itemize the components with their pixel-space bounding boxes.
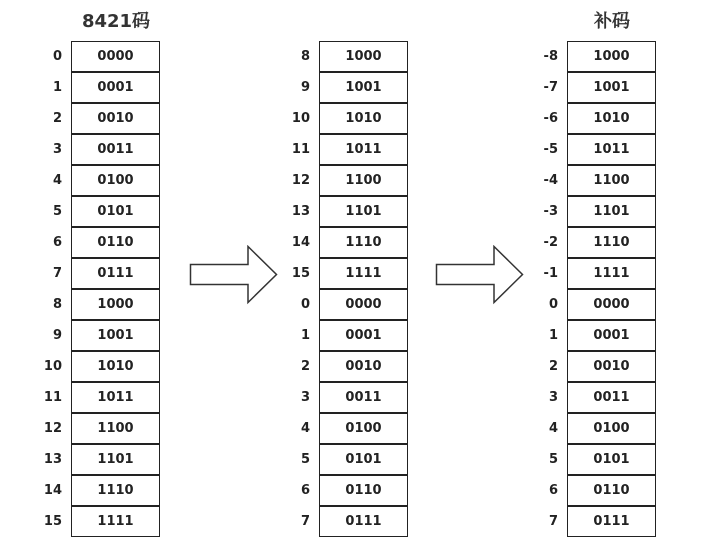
row-index: 12 — [291, 173, 310, 188]
code-cell: 0010 — [71, 103, 160, 134]
code-cell: 0010 — [319, 351, 408, 382]
code-cell: 0111 — [71, 258, 160, 289]
table-row — [524, 351, 706, 382]
table-row — [276, 475, 476, 506]
code-cell: 1001 — [567, 72, 656, 103]
row-index: -6 — [543, 111, 558, 126]
code-cell: 1000 — [567, 41, 656, 72]
row-index: -3 — [543, 204, 558, 219]
code-cell: 0001 — [319, 320, 408, 351]
code-cell: 1111 — [567, 258, 656, 289]
code-cell: 0100 — [567, 413, 656, 444]
code-cell: 0100 — [71, 165, 160, 196]
row-index: 13 — [291, 204, 310, 219]
code-cell: 1011 — [71, 382, 160, 413]
row-index: 12 — [43, 421, 62, 436]
table-row — [276, 506, 476, 537]
table-row — [276, 134, 476, 165]
table-row — [524, 103, 706, 134]
row-index: 11 — [291, 142, 310, 157]
row-index: 15 — [291, 266, 310, 281]
code-cell: 0000 — [71, 41, 160, 72]
table-row — [524, 289, 706, 320]
row-index: 7 — [548, 514, 558, 529]
code-cell: 1011 — [319, 134, 408, 165]
row-index: 3 — [548, 390, 558, 405]
table-row — [524, 413, 706, 444]
row-index: 5 — [52, 204, 62, 219]
table-row — [524, 444, 706, 475]
row-index: 7 — [52, 266, 62, 281]
code-cell: 0100 — [319, 413, 408, 444]
row-index: 15 — [43, 514, 62, 529]
row-index: -7 — [543, 80, 558, 95]
table-row — [276, 413, 476, 444]
code-cell: 1010 — [71, 351, 160, 382]
code-cell: 0001 — [567, 320, 656, 351]
table-row — [276, 444, 476, 475]
code-cell: 0111 — [319, 506, 408, 537]
row-index: 14 — [43, 483, 62, 498]
code-cell: 1010 — [567, 103, 656, 134]
table-row — [524, 506, 706, 537]
table-row — [28, 506, 228, 537]
row-index: 4 — [548, 421, 558, 436]
code-cell: 1111 — [319, 258, 408, 289]
row-index: -5 — [543, 142, 558, 157]
code-cell: 1100 — [319, 165, 408, 196]
code-cell: 1110 — [71, 475, 160, 506]
row-index: 11 — [43, 390, 62, 405]
code-cell: 1001 — [71, 320, 160, 351]
code-cell: 0001 — [71, 72, 160, 103]
code-cell: 1111 — [71, 506, 160, 537]
code-cell: 1011 — [567, 134, 656, 165]
row-index: 4 — [300, 421, 310, 436]
row-index: 2 — [548, 359, 558, 374]
table-row — [28, 72, 228, 103]
row-index: 13 — [43, 452, 62, 467]
table-row — [276, 103, 476, 134]
row-index: 5 — [300, 452, 310, 467]
table-row — [276, 382, 476, 413]
row-index: 8 — [52, 297, 62, 312]
code-cell: 1101 — [319, 196, 408, 227]
row-index: 9 — [52, 328, 62, 343]
right-arrow-icon — [435, 245, 525, 305]
code-cell: 0011 — [71, 134, 160, 165]
table-row — [524, 41, 706, 72]
code-cell: 1100 — [71, 413, 160, 444]
row-index: 5 — [548, 452, 558, 467]
row-index: 10 — [291, 111, 310, 126]
table-row — [524, 475, 706, 506]
table-row — [28, 320, 228, 351]
table-row — [28, 165, 228, 196]
code-cell: 0000 — [567, 289, 656, 320]
table-row — [276, 351, 476, 382]
code-cell: 0011 — [567, 382, 656, 413]
table-row — [28, 196, 228, 227]
code-cell: 1110 — [319, 227, 408, 258]
table-row — [28, 382, 228, 413]
table-row — [28, 444, 228, 475]
table-row — [28, 134, 228, 165]
code-cell: 0101 — [71, 196, 160, 227]
code-cell: 0110 — [567, 475, 656, 506]
row-index: 4 — [52, 173, 62, 188]
table-row — [28, 103, 228, 134]
code-cell: 1101 — [567, 196, 656, 227]
code-cell: 1110 — [567, 227, 656, 258]
row-index: 8 — [300, 49, 310, 64]
code-cell: 0000 — [319, 289, 408, 320]
row-index: 2 — [300, 359, 310, 374]
row-index: 1 — [52, 80, 62, 95]
code-cell: 0110 — [319, 475, 408, 506]
table-row — [524, 382, 706, 413]
table-row — [28, 351, 228, 382]
table-row — [524, 227, 706, 258]
row-index: 6 — [548, 483, 558, 498]
table-row — [28, 413, 228, 444]
title-8421-code: 8421码 — [81, 11, 151, 32]
row-index: 9 — [300, 80, 310, 95]
row-index: -2 — [543, 235, 558, 250]
row-index: -4 — [543, 173, 558, 188]
row-index: 0 — [548, 297, 558, 312]
table-row — [276, 196, 476, 227]
table-row — [28, 41, 228, 72]
row-index: 3 — [300, 390, 310, 405]
right-arrow-icon — [189, 245, 279, 305]
table-row — [276, 320, 476, 351]
row-index: 0 — [52, 49, 62, 64]
code-cell: 0011 — [319, 382, 408, 413]
table-row — [276, 165, 476, 196]
code-cell: 0111 — [567, 506, 656, 537]
row-index: 10 — [43, 359, 62, 374]
code-cell: 0101 — [567, 444, 656, 475]
row-index: -8 — [543, 49, 558, 64]
row-index: -1 — [543, 266, 558, 281]
code-cell: 0101 — [319, 444, 408, 475]
row-index: 6 — [300, 483, 310, 498]
code-cell: 1001 — [319, 72, 408, 103]
code-cell: 1010 — [319, 103, 408, 134]
table-row — [28, 475, 228, 506]
table-row — [524, 320, 706, 351]
table-row — [276, 72, 476, 103]
table-row — [524, 196, 706, 227]
row-index: 1 — [300, 328, 310, 343]
title-twos-complement: 补码 — [594, 11, 630, 32]
code-cell: 1000 — [319, 41, 408, 72]
table-row — [524, 165, 706, 196]
code-cell: 0110 — [71, 227, 160, 258]
code-cell: 0010 — [567, 351, 656, 382]
row-index: 0 — [300, 297, 310, 312]
row-index: 1 — [548, 328, 558, 343]
row-index: 3 — [52, 142, 62, 157]
code-cell: 1000 — [71, 289, 160, 320]
code-cell: 1100 — [567, 165, 656, 196]
table-row — [276, 41, 476, 72]
row-index: 2 — [52, 111, 62, 126]
table-row — [524, 72, 706, 103]
row-index: 7 — [300, 514, 310, 529]
code-cell: 1101 — [71, 444, 160, 475]
row-index: 6 — [52, 235, 62, 250]
row-index: 14 — [291, 235, 310, 250]
table-row — [524, 134, 706, 165]
table-row — [524, 258, 706, 289]
